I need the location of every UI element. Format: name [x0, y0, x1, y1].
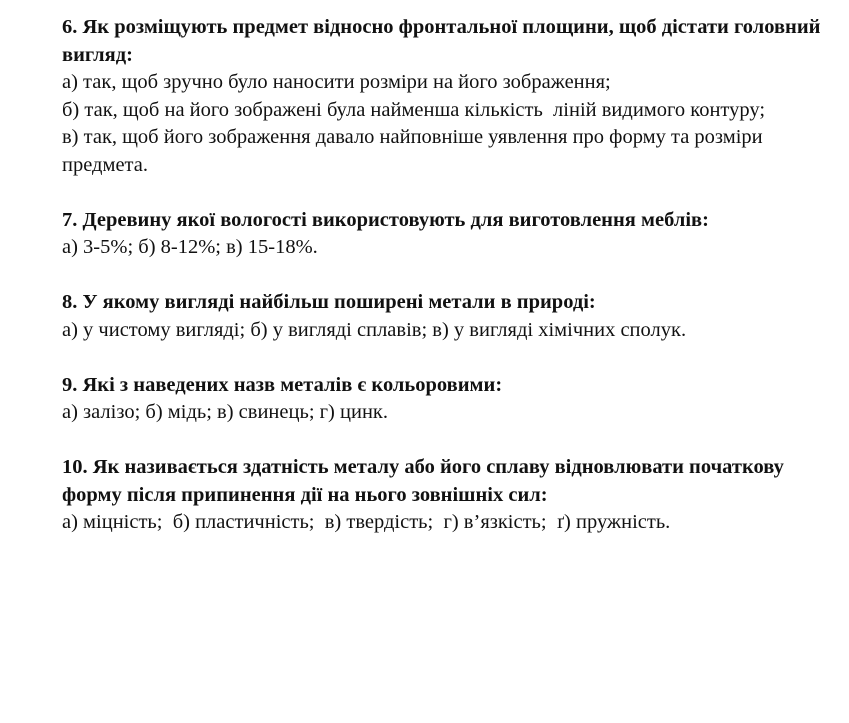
question-title: 9. Які з наведених назв металів є кольоровими:: [62, 373, 503, 396]
answer-option: б) так, щоб на його зображені була найменша кількість ліній видимого контуру;: [62, 98, 766, 121]
answer-options: а) у чистому вигляді; б) у вигляді сплавів; в) у вигляді хімічних сполук.: [62, 318, 687, 341]
question-8: [62, 289, 842, 344]
answer-options: а) 3-5%; б) 8-12%; в) 15-18%.: [62, 236, 318, 258]
question-title: 10. Як називається здатність металу або його сплаву відновлювати початкову форму після припинення дії на нього зовнішніх сил:: [62, 456, 784, 506]
question-title: 7. Деревину якої вологості використовують для виготовлення меблів:: [62, 208, 709, 231]
question-9: [62, 372, 842, 427]
document-page: [62, 14, 842, 564]
answer-option: а) так, щоб зручно було наносити розміри на його зображення;: [62, 71, 611, 93]
question-7: [62, 207, 842, 262]
answer-options: а) залізо; б) мідь; в) свинець; г) цинк.: [62, 401, 388, 423]
question-title: 8. У якому вигляді найбільш поширені метали в природі:: [62, 291, 596, 313]
question-title: 6. Як розміщують предмет відносно фронтальної площини, щоб дістати головний вигляд:: [62, 16, 821, 66]
answer-options: а) міцність; б) пластичність; в) твердість; г) в’язкість; ґ) пружність.: [62, 511, 671, 533]
question-10: [62, 454, 842, 537]
answer-option: в) так, щоб його зображення давало найповніше уявлення про форму та розміри предмета.: [62, 126, 768, 176]
question-6: [62, 14, 842, 179]
